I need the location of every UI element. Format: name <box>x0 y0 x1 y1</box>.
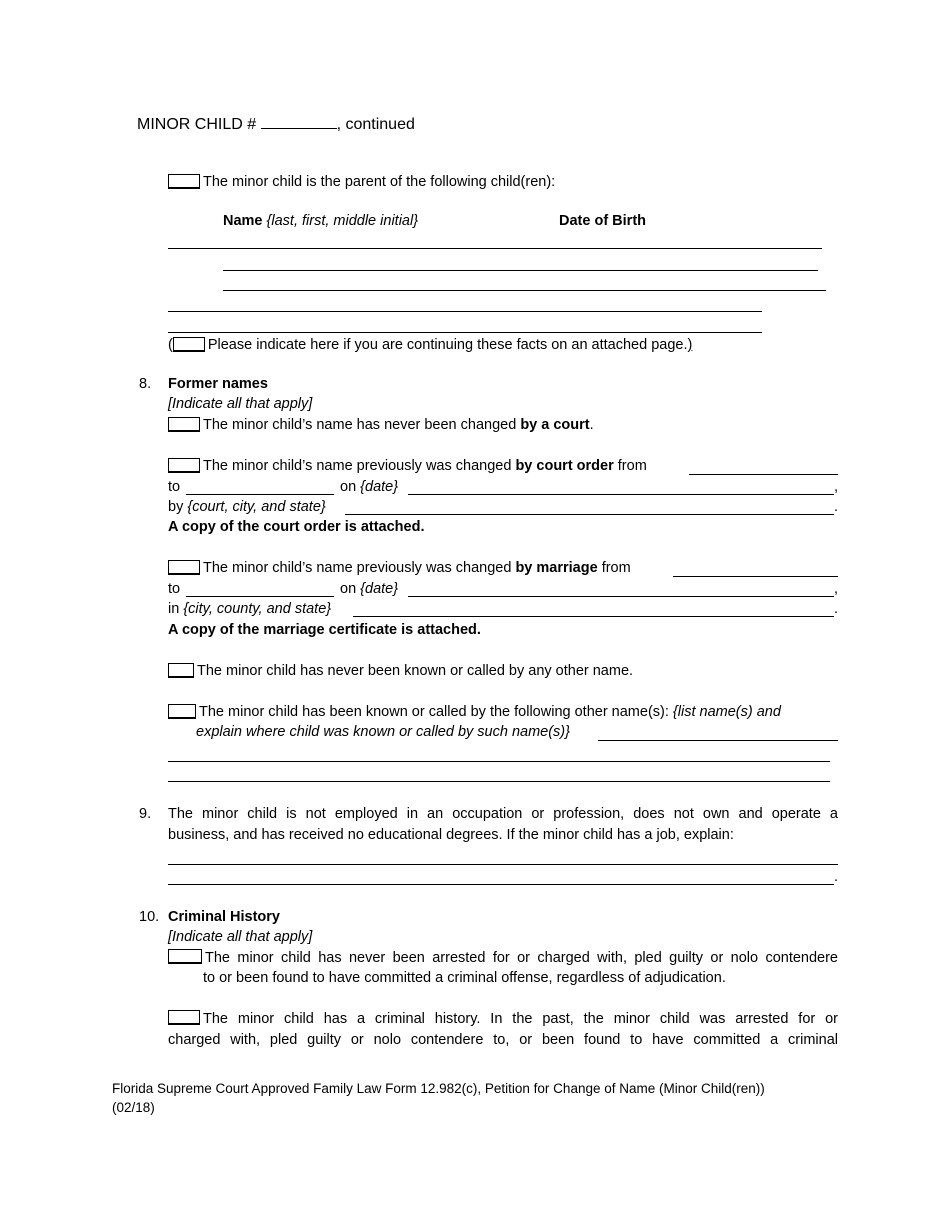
minor-child-number-field[interactable] <box>261 114 337 129</box>
marriage-copy-note: A copy of the marriage certificate is attached. <box>168 622 481 638</box>
period: . <box>834 499 839 515</box>
court-to-field[interactable] <box>186 494 334 495</box>
marriage-date-field[interactable] <box>408 596 834 597</box>
no-criminal-history-text: to or been found to have committed a criminal offense, regardless of adjudication. <box>203 970 726 986</box>
court-location-field[interactable] <box>345 514 834 515</box>
court-by-label: by {court, city, and state} <box>168 499 326 515</box>
criminal-history-text: charged with, pled guilty or nolo contendere to, or been found to have committed a criminal <box>168 1032 838 1048</box>
known-as-hint: explain where child was known or called by such name(s)} <box>196 724 570 740</box>
employment-statement-line: The minor child is not employed in an occupation or profession, does not own and operate a <box>168 806 838 822</box>
comma: , <box>834 479 839 495</box>
no-criminal-history-checkbox[interactable] <box>168 949 202 964</box>
criminal-history-checkbox[interactable] <box>168 1010 200 1025</box>
children-entry-line[interactable] <box>168 248 822 249</box>
court-order-checkbox[interactable] <box>168 458 200 473</box>
section-instruction: [Indicate all that apply] <box>168 929 313 945</box>
known-as-item: The minor child has been known or called by the following other name(s): {list name(s) and <box>168 703 781 721</box>
court-date-field[interactable] <box>408 494 834 495</box>
children-name-column-header: Name {last, first, middle initial} <box>223 213 419 229</box>
form-revision-date: (02/18) <box>112 1100 155 1115</box>
marriage-date-label: on {date} <box>340 581 399 597</box>
job-explain-line[interactable] <box>168 864 838 865</box>
continue-attached-item: ( Please indicate here if you are continuing these facts on an attached page.) <box>168 337 693 353</box>
court-order-item: The minor child’s name previously was changed by court order from <box>168 457 647 475</box>
children-entry-line[interactable] <box>168 332 762 333</box>
marriage-from-field[interactable] <box>673 576 838 577</box>
section-number: 10. <box>139 909 160 925</box>
period: . <box>834 601 839 617</box>
court-to-label: to <box>168 479 181 495</box>
never-changed-item: The minor child’s name has never been changed by a court. <box>168 416 594 434</box>
section-instruction: [Indicate all that apply] <box>168 396 313 412</box>
section-heading: Former names <box>168 376 268 392</box>
period: . <box>834 869 839 885</box>
known-as-checkbox[interactable] <box>168 704 196 719</box>
form-footer: Florida Supreme Court Approved Family Law Form 12.982(c), Petition for Change of Name (Minor Child(ren)) <box>112 1081 765 1096</box>
known-as-field[interactable] <box>598 740 838 741</box>
section-number: 8. <box>139 376 152 392</box>
marriage-location-field[interactable] <box>353 616 834 617</box>
marriage-to-field[interactable] <box>186 596 334 597</box>
marriage-checkbox[interactable] <box>168 560 200 575</box>
never-known-checkbox[interactable] <box>168 663 194 678</box>
job-explain-line[interactable] <box>168 884 834 885</box>
never-known-item: The minor child has never been known or called by any other name. <box>168 662 633 680</box>
parent-of-children-item: The minor child is the parent of the following child(ren): <box>168 173 555 191</box>
employment-statement-line: business, and has received no educational degrees. If the minor child has a job, explain: <box>168 827 734 843</box>
page-title: MINOR CHILD # , continued <box>137 116 415 133</box>
children-entry-line[interactable] <box>168 311 762 312</box>
children-entry-line[interactable] <box>223 290 826 291</box>
court-copy-note: A copy of the court order is attached. <box>168 519 425 535</box>
never-changed-checkbox[interactable] <box>168 417 200 432</box>
marriage-to-label: to <box>168 581 181 597</box>
continue-attached-checkbox[interactable] <box>173 337 205 352</box>
section-number: 9. <box>139 806 152 822</box>
marriage-item: The minor child’s name previously was changed by marriage from <box>168 559 631 577</box>
section-heading: Criminal History <box>168 909 280 925</box>
known-as-line[interactable] <box>168 781 830 782</box>
known-as-line[interactable] <box>168 761 830 762</box>
children-entry-line[interactable] <box>223 270 818 271</box>
comma: , <box>834 581 839 597</box>
court-date-label: on {date} <box>340 479 399 495</box>
criminal-history-item: The minor child has a criminal history. In the past, the minor child was arrested for or <box>168 1010 838 1028</box>
children-dob-column-header: Date of Birth <box>559 213 646 229</box>
court-from-field[interactable] <box>689 474 838 475</box>
marriage-in-label: in {city, county, and state} <box>168 601 332 617</box>
parent-of-children-checkbox[interactable] <box>168 174 200 189</box>
no-criminal-history-item: The minor child has never been arrested for or charged with, pled guilty or nolo contendere <box>168 949 838 967</box>
